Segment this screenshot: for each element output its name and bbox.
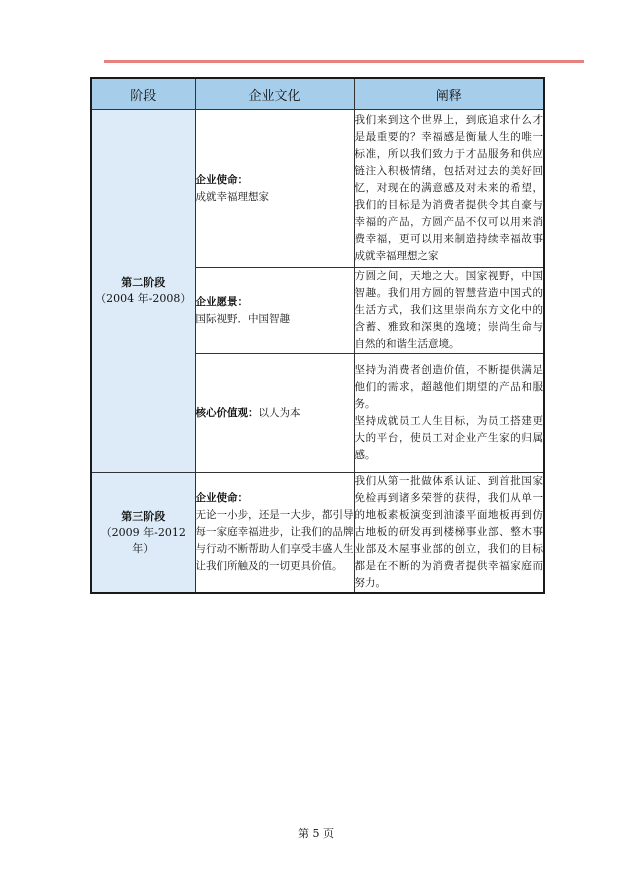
stage3-cell (91, 473, 195, 594)
stage3-explanation: 我们从第一批做体系认证、到首批国家免检再到诸多荣誉的获得，我们从单一的地板素板演变到油漆平面地板再到仿古地板的研发再到楼梯事业部、整木事业部及木屋事业部的创立，我们的目标都是在不断的为消费者提供幸福家庭而努力。 (354, 473, 544, 594)
vision-explanation: 方圆之间，天地之大。国家视野，中国智趣。我们用方圆的智慧营造中国式的生活方式，我们这里崇尚东方文化中的含蓄、雅致和深奥的逸境；崇尚生命与自然的和谐生活意境。 (354, 268, 544, 354)
header-stage: 阶段 (91, 78, 195, 110)
stage3-culture-cell (195, 473, 354, 594)
table-header-row (91, 78, 544, 110)
values-explanation-line: 坚持为消费者创造价值，不断提供满足他们的需求，超越他们期望的产品和服务。 (354, 364, 543, 410)
table-row (91, 110, 544, 268)
stage3-mission-title: 企业使命： (195, 492, 248, 504)
stage3-years: （2009 年-2012 年） (100, 525, 186, 555)
culture-mission-text: 成就幸福理想家 (195, 190, 269, 203)
table-row (91, 473, 544, 594)
page-number: 第 5 页 (298, 827, 334, 840)
stage3-mission-text: 无论一小步，还是一大步，都引导每一家庭幸福进步，让我们的品牌与行动不断帮助人们享受丰盛人生让我们所触及的一切更具价值。 (195, 509, 354, 572)
stage2-years: （2004 年-2008） (95, 292, 192, 305)
culture-vision-text: 国际视野．中国智趣 (195, 312, 290, 325)
culture-mission-cell (195, 110, 354, 268)
stage2-name: 第二阶段 (121, 276, 166, 289)
culture-table (90, 77, 545, 594)
stage2-cell (91, 110, 195, 473)
mission-explanation: 我们来到这个世界上，到底追求什么才是最重要的？幸福感是衡量人生的唯一标准，所以我们致力于才品服务和供应链注入积极情绪，包括对过去的美好回忆，对现在的满意感及对未来的希望，我们的目标是为消费者提供令其自豪与幸福的产品，方圆产品不仅可以用来消费幸福，更可以用来制造持续幸福故事成就幸福理想之家 (354, 110, 544, 268)
culture-values-cell (195, 354, 354, 473)
values-explanation-line: 坚持成就员工人生目标，为员工搭建更大的平台，使员工对企业产生家的归属感。 (354, 415, 543, 461)
header-explanation: 阐释 (354, 78, 544, 110)
header-rule (104, 60, 584, 63)
culture-vision-title: 企业愿景： (195, 295, 248, 308)
culture-mission-title: 企业使命： (195, 173, 248, 186)
culture-values-text: 以人为本 (258, 406, 301, 419)
culture-vision-cell (195, 268, 354, 354)
header-culture: 企业文化 (195, 78, 354, 110)
stage3-name: 第三阶段 (121, 509, 166, 523)
culture-values-title: 核心价值观： (195, 406, 259, 419)
values-explanation (354, 354, 544, 473)
